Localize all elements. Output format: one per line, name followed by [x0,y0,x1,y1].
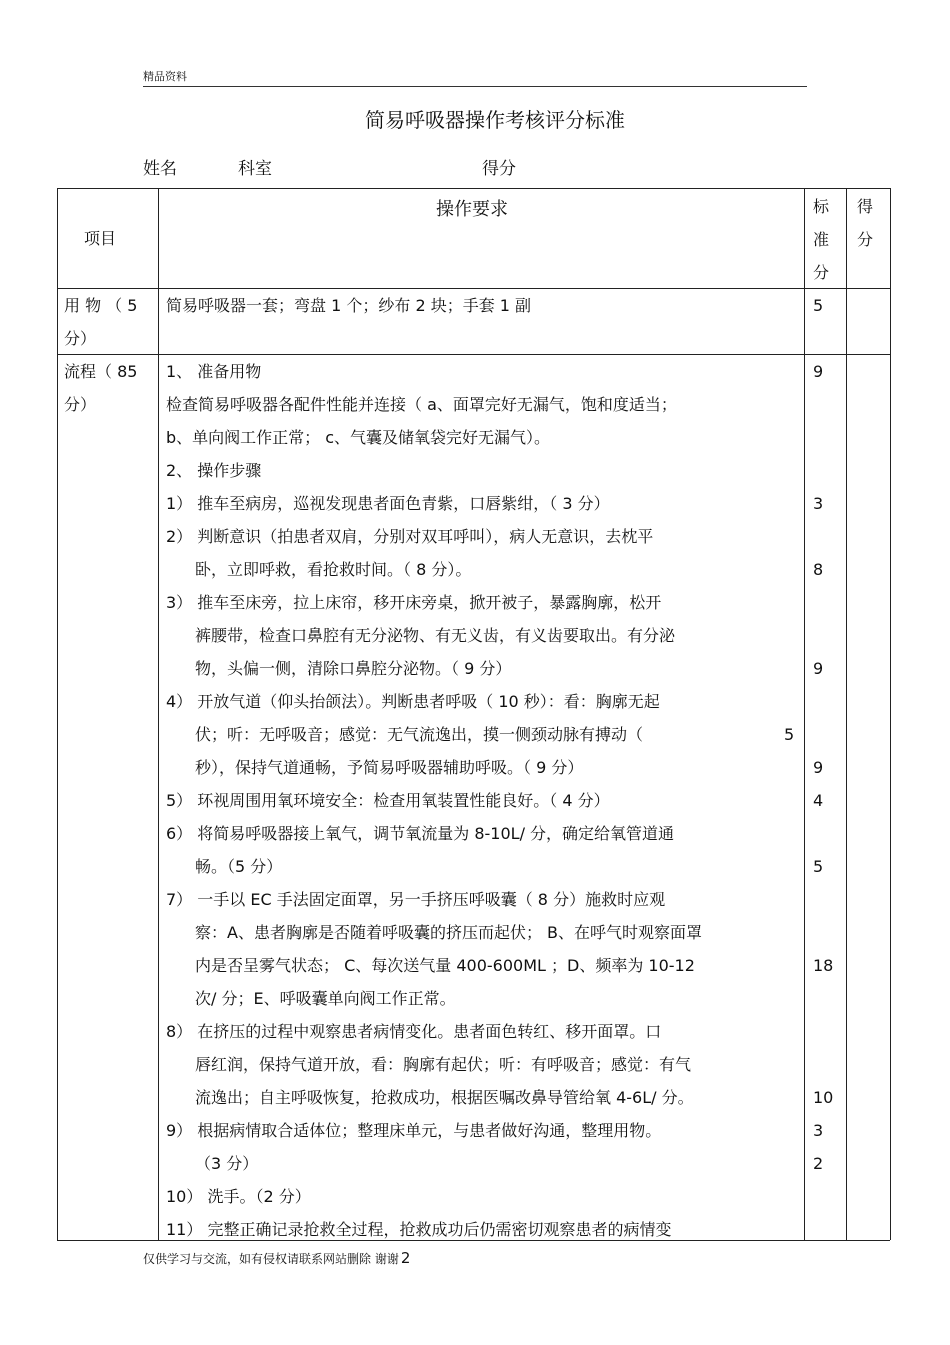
standard-score: 8 [813,560,824,579]
standard-score: 4 [813,791,824,810]
standard-score: 10 [813,1088,834,1107]
standard-score: 3 [813,494,824,513]
req-line: 伏；听：无呼吸音；感觉：无气流逸出，摸一侧颈动脉有搏动（ [195,725,644,744]
row2-item-line1: 流程（ 85 [64,362,138,381]
req-line: 畅。（5 分） [195,857,283,876]
req-line: 1、 准备用物 [166,362,262,381]
standard-score: 2 [813,1154,824,1173]
req-line: 检查简易呼吸器各配件性能并连接（ a、面罩完好无漏气，饱和度适当； [166,395,677,414]
req-line: 3） 推车至床旁，拉上床帘，移开床旁桌，掀开被子，暴露胸廓，松开 [166,593,662,612]
inline-five: 5 [784,725,795,744]
req-line: 秒），保持气道通畅，予简易呼吸器辅助呼吸。（ 9 分） [195,758,584,777]
req-line: 10） 洗手。（2 分） [166,1187,311,1206]
req-line: 11） 完整正确记录抢救全过程，抢救成功后仍需密切观察患者的病情变 [166,1220,672,1239]
name-label: 姓名 [143,159,177,179]
req-line: 唇红润，保持气道开放，看：胸廓有起伏；听：有呼吸音；感觉：有气 [195,1055,692,1074]
footer [143,1249,410,1267]
req-line: 卧，立即呼救，看抢救时间。（ 8 分）。 [195,560,472,579]
req-line: 1） 推车至病房，巡视发现患者面色青紫，口唇紫绀，（ 3 分） [166,494,610,513]
req-line: 2） 判断意识（拍患者双肩，分别对双耳呼叫），病人无意识，去枕平 [166,527,654,546]
req-line: 裤腰带，检查口鼻腔有无分泌物、有无义齿，有义齿要取出。有分泌 [195,626,676,645]
standard-score: 5 [813,857,824,876]
header-std-1: 标 [813,197,830,216]
header-std-3: 分 [813,263,830,282]
req-line: （3 分） [195,1154,259,1173]
score-label: 得分 [482,159,516,179]
req-line: 7） 一手以 EC 手法固定面罩，另一手挤压呼吸囊（ 8 分）施救时应观 [166,890,666,909]
req-line: 9） 根据病情取合适体位；整理床单元，与患者做好沟通，整理用物。 [166,1121,662,1140]
table-border-right [890,188,891,1240]
row2-item-line2: 分） [64,395,97,414]
document-title: 简易呼吸器操作考核评分标准 [365,108,625,132]
header-std-2: 准 [813,230,830,249]
req-line: 2、 操作步骤 [166,461,262,480]
header-item: 项目 [84,229,117,248]
header-rule [143,86,807,87]
req-line: 8） 在挤压的过程中观察患者病情变化。患者面色转红、移开面罩。口 [166,1022,662,1041]
standard-score: 3 [813,1121,824,1140]
req-line: 4） 开放气道（仰头抬颌法）。判断患者呼吸（ 10 秒）：看：胸廓无起 [166,692,660,711]
req-line: 次/ 分；E、呼吸囊单向阀工作正常。 [195,989,456,1008]
req-line: 物，头偏一侧，清除口鼻腔分泌物。（ 9 分） [195,659,512,678]
table-divider-2 [804,188,805,1240]
req-line: b、单向阀工作正常； c、气囊及储氧袋完好无漏气）。 [166,428,551,447]
header-got-1: 得 [857,197,874,216]
req-line: 流逸出；自主呼吸恢复，抢救成功，根据医嘱改鼻导管给氧 4-6L/ 分。 [195,1088,694,1107]
footer-text: 仅供学习与交流，如有侵权请联系网站删除 谢谢 [143,1252,399,1266]
header-label: 精品资料 [143,70,187,83]
header-got-2: 分 [857,230,874,249]
row1-requirement: 简易呼吸器一套；弯盘 1 个；纱布 2 块；手套 1 副 [166,296,532,315]
page-number: 2 [400,1249,411,1267]
req-line: 5） 环视周围用氧环境安全：检查用氧装置性能良好。（ 4 分） [166,791,610,810]
req-line: 内是否呈雾气状态； C、每次送气量 400-600ML ；D、频率为 10-12 [195,956,695,975]
table-border-left [57,188,58,1240]
row1-standard-score: 5 [813,296,824,315]
standard-score: 18 [813,956,834,975]
header-requirements: 操作要求 [436,199,508,220]
table-divider-1 [158,188,159,1240]
standard-score: 9 [813,362,824,381]
standard-score: 9 [813,659,824,678]
req-line: 6） 将简易呼吸器接上氧气，调节氧流量为 8-10L/ 分，确定给氧管道通 [166,824,675,843]
table-divider-3 [846,188,847,1240]
row1-item-line2: 分） [64,329,97,348]
row1-item-line1: 用 物 （ 5 [64,296,138,315]
standard-score: 9 [813,758,824,777]
dept-label: 科室 [238,159,272,179]
table-border-top [57,188,890,189]
req-line: 察：A、患者胸廓是否随着呼吸囊的挤压而起伏； B、在呼气时观察面罩 [195,923,703,942]
